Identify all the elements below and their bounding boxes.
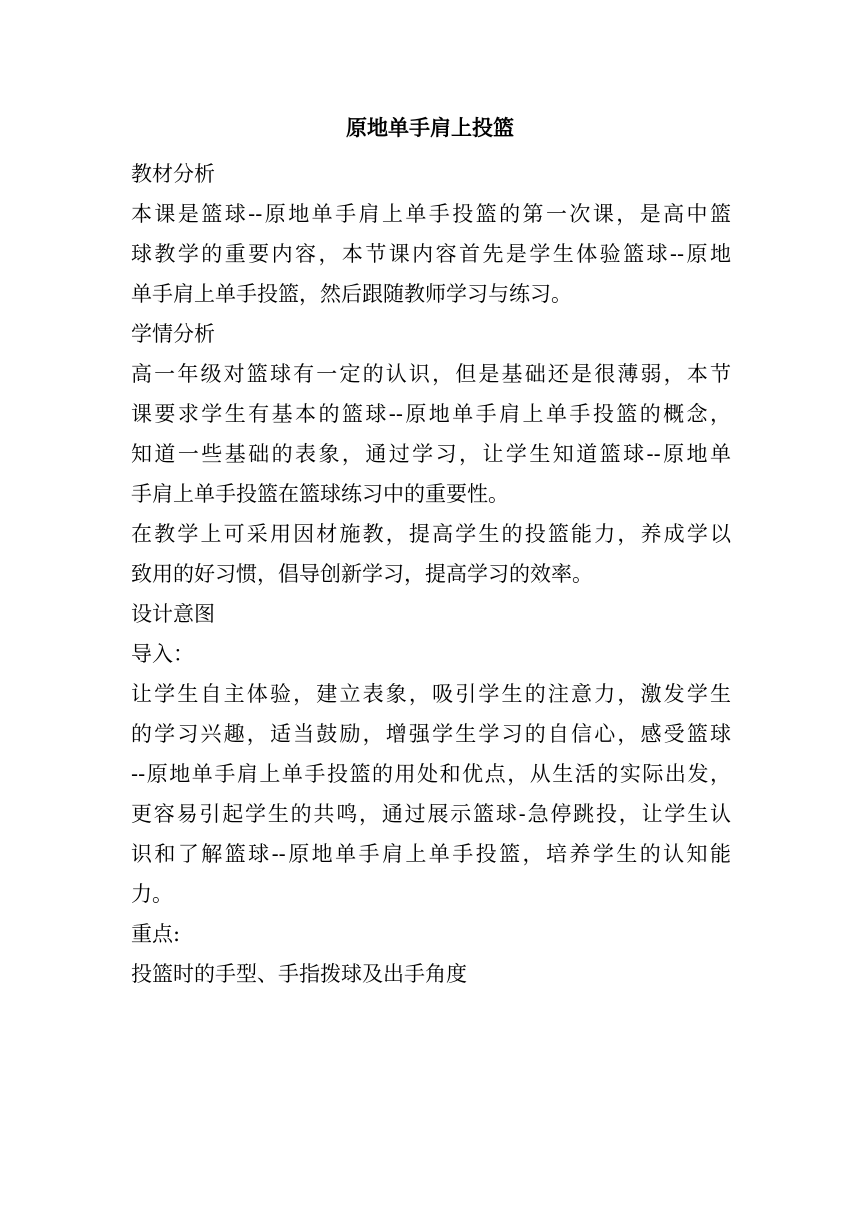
section-heading: 学情分析 [131,322,215,346]
paragraph-line: 球教学的重要内容，本节课内容首先是学生体验篮球--原地 [131,242,731,266]
paragraph-line: 单手肩上单手投篮，然后跟随教师学习与练习。 [131,282,572,306]
section-heading: 设计意图 [131,602,215,626]
section-heading: 导入： [131,642,194,666]
paragraph-line: 高一年级对篮球有一定的认识，但是基础还是很薄弱，本节 [131,362,731,386]
paragraph-line: 手肩上单手投篮在篮球练习中的重要性。 [131,482,509,506]
paragraph-line: 识和了解篮球--原地单手肩上单手投篮，培养学生的认知能 [131,842,731,866]
paragraph-line: 投篮时的手型、手指拨球及出手角度 [131,962,467,986]
paragraph-line: 课要求学生有基本的篮球--原地单手肩上单手投篮的概念， [131,402,731,426]
paragraph-line: 让学生自主体验，建立表象，吸引学生的注意力，激发学生 [131,682,731,706]
document-body [131,154,731,994]
paragraph-line: 知道一些基础的表象，通过学习，让学生知道篮球--原地单 [131,442,731,466]
section-heading: 教材分析 [131,162,215,186]
paragraph-line: --原地单手肩上单手投篮的用处和优点，从生活的实际出发， [131,762,731,786]
section-heading: 重点: [131,922,181,946]
paragraph-line: 的学习兴趣，适当鼓励，增强学生学习的自信心，感受篮球 [131,722,731,746]
paragraph-line: 力。 [131,882,173,906]
page-title: 原地单手肩上投篮 [346,116,514,140]
paragraph-line: 在教学上可采用因材施教，提高学生的投篮能力，养成学以 [131,522,731,546]
paragraph-line: 本课是篮球--原地单手肩上单手投篮的第一次课，是高中篮 [131,202,731,226]
paragraph-line: 致用的好习惯，倡导创新学习，提高学习的效率。 [131,562,593,586]
paragraph-line: 更容易引起学生的共鸣，通过展示篮球-急停跳投，让学生认 [131,802,731,826]
